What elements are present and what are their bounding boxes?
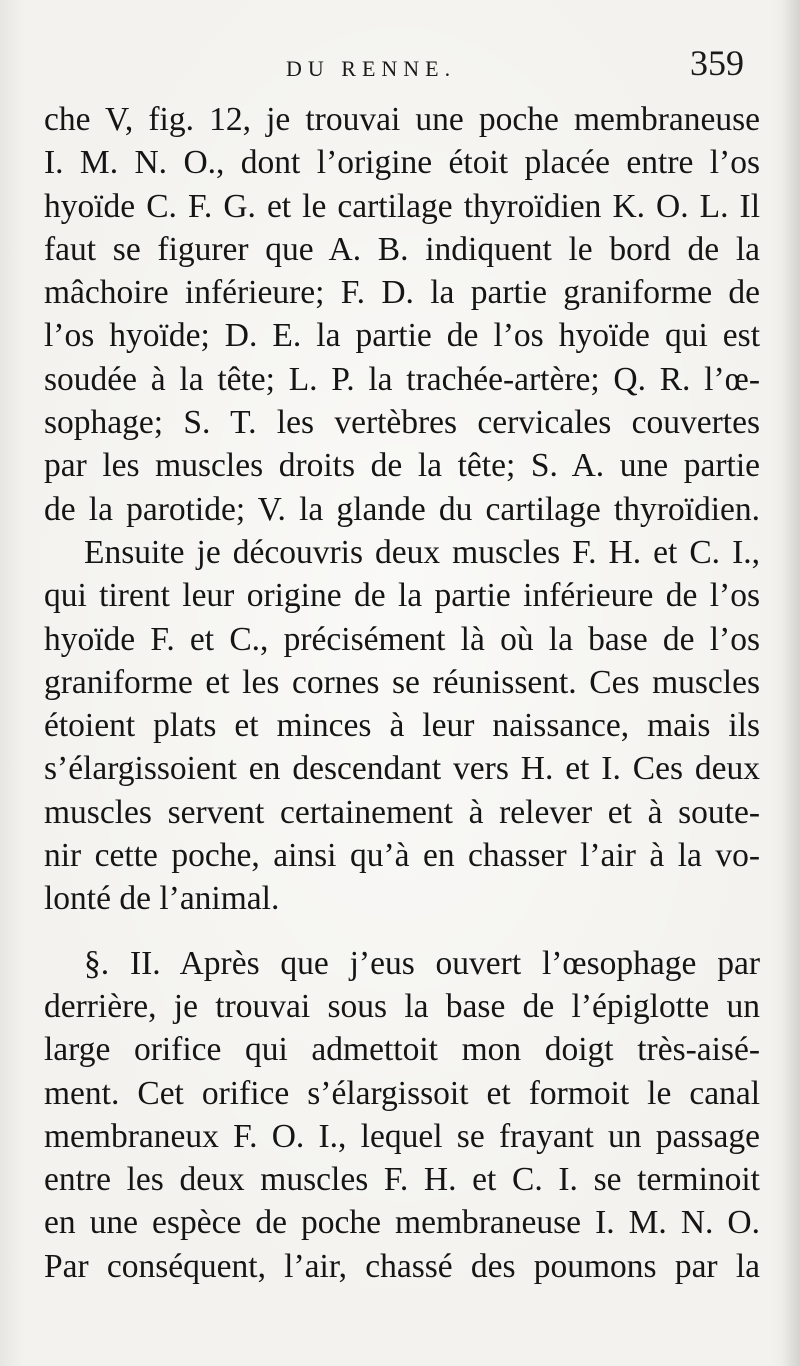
text-line: de la parotide; V. la glande du cartilage thyroïdien. — [44, 490, 760, 528]
text-line: ment. Cet orifice s’élargissoit et formoit le canal — [44, 1074, 760, 1112]
text-line: entre les deux muscles F. H. et C. I. se terminoit — [44, 1161, 760, 1199]
text-line: lonté de l’animal. — [44, 880, 280, 918]
text-line: mâchoire inférieure; F. D. la partie graniforme de — [44, 274, 760, 312]
running-head: DU RENNE. — [286, 56, 457, 81]
page-number: 359 — [690, 43, 744, 83]
text-line: en une espèce de poche membraneuse I. M. N. O. — [44, 1204, 760, 1242]
text-line: Ensuite je découvris deux muscles F. H. et C. I., — [84, 533, 760, 571]
text-line: I. M. N. O., dont l’origine étoit placée entre l’os — [44, 144, 760, 182]
text-line: soudée à la tête; L. P. la trachée-artère; Q. R. l’œ- — [44, 360, 760, 398]
text-line: membraneux F. O. I., lequel se frayant un passage — [44, 1117, 760, 1155]
text-line: nir cette poche, ainsi qu’à en chasser l’air à la vo- — [44, 837, 760, 875]
text-line: §. II. Après que j’eus ouvert l’œsophage par — [84, 944, 760, 982]
text-line: graniforme et les cornes se réunissent. Ces muscles — [44, 663, 760, 701]
text-line: par les muscles droits de la tête; S. A. une partie — [44, 447, 760, 485]
text-line: derrière, je trouvai sous la base de l’épiglotte un — [44, 987, 760, 1025]
text-line: sophage; S. T. les vertèbres cervicales couvertes — [44, 404, 760, 442]
text-line: s’élargissoient en descendant vers H. et I. Ces deux — [44, 750, 760, 788]
text-line: faut se figurer que A. B. indiquent le bord de la — [44, 230, 760, 268]
text-line: hyoïde F. et C., précisément là où la base de l’os — [44, 620, 760, 658]
text-line: l’os hyoïde; D. E. la partie de l’os hyoïde qui est — [44, 317, 760, 355]
page-edge-shadow — [782, 0, 800, 1366]
text-line: hyoïde C. F. G. et le cartilage thyroïdien K. O. L. Il — [44, 187, 760, 225]
body-text — [44, 98, 760, 1288]
text-line: muscles servent certainement à relever et à soute- — [44, 793, 760, 831]
paragraph-gap — [44, 921, 760, 942]
text-line: étoient plats et minces à leur naissance, mais ils — [44, 707, 760, 745]
text-line: large orifice qui admettoit mon doigt très-aisé- — [44, 1031, 760, 1069]
text-line: qui tirent leur origine de la partie inférieure de l’os — [44, 577, 760, 615]
text-line: che V, fig. 12, je trouvai une poche membraneuse — [44, 101, 760, 138]
text-line: Par conséquent, l’air, chassé des poumons par la — [44, 1247, 760, 1285]
